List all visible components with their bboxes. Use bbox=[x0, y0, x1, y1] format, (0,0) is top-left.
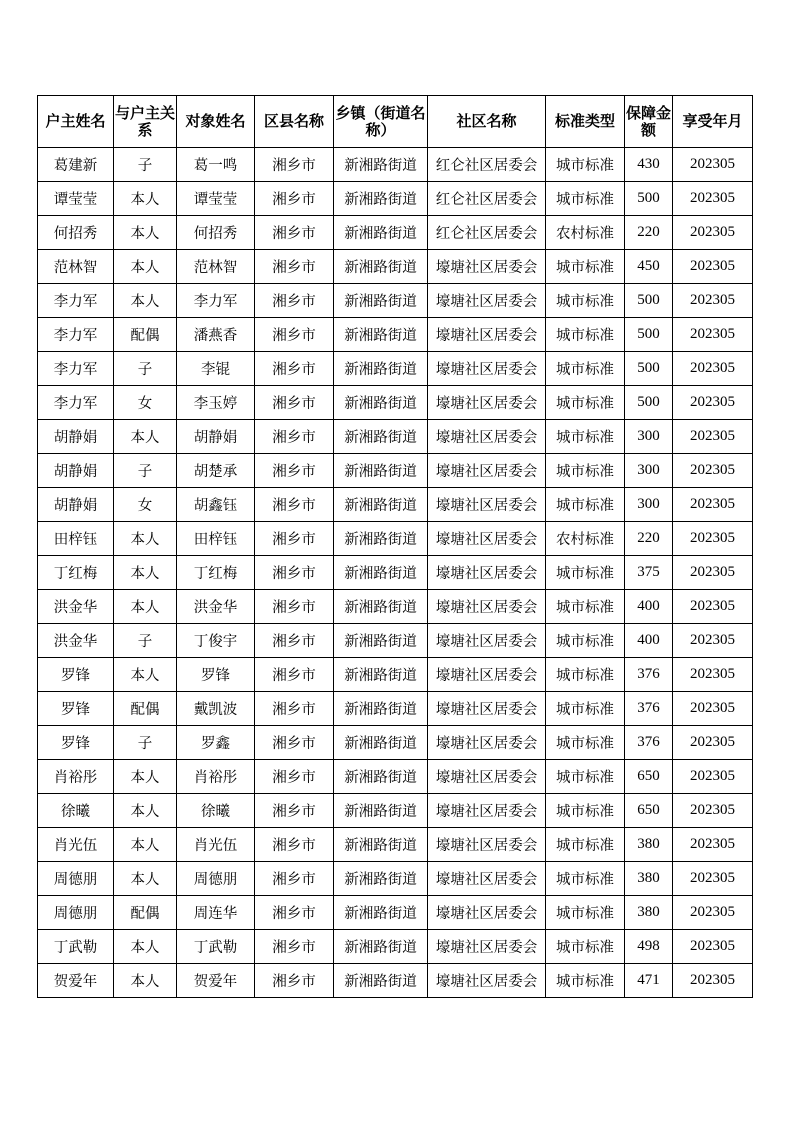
cell-recipient-name: 丁红梅 bbox=[177, 556, 255, 590]
cell-amount: 400 bbox=[625, 624, 673, 658]
cell-relation: 子 bbox=[114, 352, 177, 386]
cell-community: 壕塘社区居委会 bbox=[428, 658, 546, 692]
cell-town: 新湘路街道 bbox=[334, 828, 428, 862]
cell-period: 202305 bbox=[673, 862, 753, 896]
header-recipient-name: 对象姓名 bbox=[177, 96, 255, 148]
cell-recipient-name: 贺爱年 bbox=[177, 964, 255, 998]
cell-county: 湘乡市 bbox=[255, 896, 334, 930]
cell-relation: 本人 bbox=[114, 862, 177, 896]
cell-householder-name: 洪金华 bbox=[38, 590, 114, 624]
cell-relation: 配偶 bbox=[114, 692, 177, 726]
cell-relation: 本人 bbox=[114, 658, 177, 692]
cell-town: 新湘路街道 bbox=[334, 148, 428, 182]
cell-period: 202305 bbox=[673, 318, 753, 352]
cell-period: 202305 bbox=[673, 794, 753, 828]
cell-county: 湘乡市 bbox=[255, 692, 334, 726]
cell-period: 202305 bbox=[673, 760, 753, 794]
cell-amount: 471 bbox=[625, 964, 673, 998]
cell-standard-type: 城市标准 bbox=[546, 590, 625, 624]
cell-community: 红仑社区居委会 bbox=[428, 148, 546, 182]
cell-community: 壕塘社区居委会 bbox=[428, 522, 546, 556]
cell-relation: 本人 bbox=[114, 556, 177, 590]
cell-recipient-name: 丁俊宇 bbox=[177, 624, 255, 658]
cell-community: 壕塘社区居委会 bbox=[428, 794, 546, 828]
cell-standard-type: 城市标准 bbox=[546, 148, 625, 182]
cell-amount: 376 bbox=[625, 692, 673, 726]
cell-recipient-name: 徐曦 bbox=[177, 794, 255, 828]
table-row bbox=[38, 930, 753, 964]
table-row bbox=[38, 624, 753, 658]
header-row bbox=[38, 96, 753, 148]
cell-householder-name: 贺爱年 bbox=[38, 964, 114, 998]
assistance-table bbox=[37, 95, 753, 998]
cell-recipient-name: 肖裕彤 bbox=[177, 760, 255, 794]
cell-amount: 375 bbox=[625, 556, 673, 590]
cell-householder-name: 胡静娟 bbox=[38, 420, 114, 454]
cell-community: 红仑社区居委会 bbox=[428, 216, 546, 250]
header-community: 社区名称 bbox=[428, 96, 546, 148]
cell-county: 湘乡市 bbox=[255, 726, 334, 760]
cell-community: 壕塘社区居委会 bbox=[428, 726, 546, 760]
table-row bbox=[38, 318, 753, 352]
table-row bbox=[38, 522, 753, 556]
cell-householder-name: 田梓钰 bbox=[38, 522, 114, 556]
cell-householder-name: 谭莹莹 bbox=[38, 182, 114, 216]
cell-period: 202305 bbox=[673, 182, 753, 216]
cell-amount: 650 bbox=[625, 794, 673, 828]
cell-householder-name: 徐曦 bbox=[38, 794, 114, 828]
cell-relation: 本人 bbox=[114, 794, 177, 828]
table-row bbox=[38, 284, 753, 318]
cell-county: 湘乡市 bbox=[255, 284, 334, 318]
cell-amount: 380 bbox=[625, 828, 673, 862]
cell-amount: 376 bbox=[625, 726, 673, 760]
cell-householder-name: 胡静娟 bbox=[38, 488, 114, 522]
cell-recipient-name: 罗鑫 bbox=[177, 726, 255, 760]
table-row bbox=[38, 352, 753, 386]
cell-householder-name: 周德朋 bbox=[38, 896, 114, 930]
cell-town: 新湘路街道 bbox=[334, 216, 428, 250]
cell-town: 新湘路街道 bbox=[334, 862, 428, 896]
cell-county: 湘乡市 bbox=[255, 760, 334, 794]
cell-town: 新湘路街道 bbox=[334, 182, 428, 216]
cell-standard-type: 城市标准 bbox=[546, 862, 625, 896]
cell-relation: 本人 bbox=[114, 182, 177, 216]
cell-community: 壕塘社区居委会 bbox=[428, 828, 546, 862]
cell-standard-type: 城市标准 bbox=[546, 250, 625, 284]
cell-period: 202305 bbox=[673, 930, 753, 964]
cell-recipient-name: 丁武勒 bbox=[177, 930, 255, 964]
cell-town: 新湘路街道 bbox=[334, 318, 428, 352]
header-town: 乡镇（街道名称） bbox=[334, 96, 428, 148]
cell-county: 湘乡市 bbox=[255, 250, 334, 284]
cell-relation: 子 bbox=[114, 454, 177, 488]
cell-householder-name: 洪金华 bbox=[38, 624, 114, 658]
table-body bbox=[38, 148, 753, 998]
cell-period: 202305 bbox=[673, 284, 753, 318]
cell-town: 新湘路街道 bbox=[334, 556, 428, 590]
cell-standard-type: 农村标准 bbox=[546, 522, 625, 556]
cell-householder-name: 李力军 bbox=[38, 352, 114, 386]
header-amount: 保障金额 bbox=[625, 96, 673, 148]
cell-amount: 380 bbox=[625, 862, 673, 896]
cell-town: 新湘路街道 bbox=[334, 794, 428, 828]
cell-county: 湘乡市 bbox=[255, 454, 334, 488]
table-row bbox=[38, 386, 753, 420]
cell-recipient-name: 潘燕香 bbox=[177, 318, 255, 352]
cell-town: 新湘路街道 bbox=[334, 522, 428, 556]
cell-town: 新湘路街道 bbox=[334, 692, 428, 726]
cell-relation: 女 bbox=[114, 386, 177, 420]
cell-recipient-name: 李力军 bbox=[177, 284, 255, 318]
cell-relation: 子 bbox=[114, 624, 177, 658]
cell-community: 壕塘社区居委会 bbox=[428, 760, 546, 794]
cell-town: 新湘路街道 bbox=[334, 896, 428, 930]
cell-county: 湘乡市 bbox=[255, 658, 334, 692]
cell-standard-type: 城市标准 bbox=[546, 896, 625, 930]
cell-standard-type: 城市标准 bbox=[546, 930, 625, 964]
cell-county: 湘乡市 bbox=[255, 862, 334, 896]
cell-period: 202305 bbox=[673, 658, 753, 692]
cell-amount: 498 bbox=[625, 930, 673, 964]
cell-county: 湘乡市 bbox=[255, 148, 334, 182]
cell-county: 湘乡市 bbox=[255, 522, 334, 556]
cell-amount: 376 bbox=[625, 658, 673, 692]
cell-standard-type: 城市标准 bbox=[546, 726, 625, 760]
cell-householder-name: 葛建新 bbox=[38, 148, 114, 182]
cell-period: 202305 bbox=[673, 556, 753, 590]
cell-householder-name: 李力军 bbox=[38, 318, 114, 352]
cell-householder-name: 罗锋 bbox=[38, 726, 114, 760]
cell-relation: 本人 bbox=[114, 828, 177, 862]
cell-community: 红仑社区居委会 bbox=[428, 182, 546, 216]
cell-relation: 本人 bbox=[114, 216, 177, 250]
cell-town: 新湘路街道 bbox=[334, 658, 428, 692]
cell-recipient-name: 胡楚承 bbox=[177, 454, 255, 488]
header-standard-type: 标准类型 bbox=[546, 96, 625, 148]
cell-standard-type: 城市标准 bbox=[546, 692, 625, 726]
cell-period: 202305 bbox=[673, 692, 753, 726]
header-householder-name: 户主姓名 bbox=[38, 96, 114, 148]
cell-period: 202305 bbox=[673, 964, 753, 998]
cell-county: 湘乡市 bbox=[255, 964, 334, 998]
cell-amount: 650 bbox=[625, 760, 673, 794]
cell-recipient-name: 胡鑫钰 bbox=[177, 488, 255, 522]
cell-recipient-name: 李玉婷 bbox=[177, 386, 255, 420]
table-row bbox=[38, 148, 753, 182]
cell-county: 湘乡市 bbox=[255, 352, 334, 386]
cell-standard-type: 城市标准 bbox=[546, 454, 625, 488]
cell-period: 202305 bbox=[673, 454, 753, 488]
cell-standard-type: 农村标准 bbox=[546, 216, 625, 250]
document-page bbox=[37, 95, 753, 998]
cell-town: 新湘路街道 bbox=[334, 352, 428, 386]
cell-period: 202305 bbox=[673, 352, 753, 386]
cell-town: 新湘路街道 bbox=[334, 930, 428, 964]
cell-relation: 子 bbox=[114, 148, 177, 182]
cell-period: 202305 bbox=[673, 522, 753, 556]
cell-amount: 400 bbox=[625, 590, 673, 624]
cell-standard-type: 城市标准 bbox=[546, 284, 625, 318]
cell-amount: 450 bbox=[625, 250, 673, 284]
table-row bbox=[38, 692, 753, 726]
cell-relation: 本人 bbox=[114, 930, 177, 964]
cell-standard-type: 城市标准 bbox=[546, 556, 625, 590]
table-row bbox=[38, 794, 753, 828]
header-period: 享受年月 bbox=[673, 96, 753, 148]
cell-standard-type: 城市标准 bbox=[546, 658, 625, 692]
cell-community: 壕塘社区居委会 bbox=[428, 556, 546, 590]
cell-town: 新湘路街道 bbox=[334, 964, 428, 998]
cell-town: 新湘路街道 bbox=[334, 726, 428, 760]
table-row bbox=[38, 216, 753, 250]
cell-community: 壕塘社区居委会 bbox=[428, 454, 546, 488]
table-row bbox=[38, 556, 753, 590]
cell-period: 202305 bbox=[673, 726, 753, 760]
cell-amount: 500 bbox=[625, 284, 673, 318]
cell-community: 壕塘社区居委会 bbox=[428, 250, 546, 284]
cell-standard-type: 城市标准 bbox=[546, 386, 625, 420]
cell-relation: 女 bbox=[114, 488, 177, 522]
cell-amount: 430 bbox=[625, 148, 673, 182]
cell-standard-type: 城市标准 bbox=[546, 964, 625, 998]
cell-county: 湘乡市 bbox=[255, 794, 334, 828]
cell-recipient-name: 戴凯波 bbox=[177, 692, 255, 726]
cell-standard-type: 城市标准 bbox=[546, 420, 625, 454]
cell-community: 壕塘社区居委会 bbox=[428, 284, 546, 318]
cell-standard-type: 城市标准 bbox=[546, 624, 625, 658]
cell-town: 新湘路街道 bbox=[334, 760, 428, 794]
cell-period: 202305 bbox=[673, 590, 753, 624]
cell-householder-name: 丁武勒 bbox=[38, 930, 114, 964]
cell-county: 湘乡市 bbox=[255, 556, 334, 590]
cell-recipient-name: 肖光伍 bbox=[177, 828, 255, 862]
cell-town: 新湘路街道 bbox=[334, 386, 428, 420]
cell-amount: 500 bbox=[625, 182, 673, 216]
table-row bbox=[38, 590, 753, 624]
cell-householder-name: 肖光伍 bbox=[38, 828, 114, 862]
cell-community: 壕塘社区居委会 bbox=[428, 692, 546, 726]
cell-county: 湘乡市 bbox=[255, 488, 334, 522]
cell-town: 新湘路街道 bbox=[334, 488, 428, 522]
cell-period: 202305 bbox=[673, 148, 753, 182]
cell-relation: 本人 bbox=[114, 964, 177, 998]
cell-town: 新湘路街道 bbox=[334, 454, 428, 488]
cell-householder-name: 李力军 bbox=[38, 284, 114, 318]
cell-period: 202305 bbox=[673, 828, 753, 862]
table-row bbox=[38, 760, 753, 794]
cell-relation: 配偶 bbox=[114, 896, 177, 930]
cell-recipient-name: 罗锋 bbox=[177, 658, 255, 692]
cell-period: 202305 bbox=[673, 896, 753, 930]
cell-period: 202305 bbox=[673, 624, 753, 658]
cell-community: 壕塘社区居委会 bbox=[428, 420, 546, 454]
cell-community: 壕塘社区居委会 bbox=[428, 488, 546, 522]
table-row bbox=[38, 896, 753, 930]
cell-relation: 本人 bbox=[114, 420, 177, 454]
cell-period: 202305 bbox=[673, 420, 753, 454]
cell-recipient-name: 周连华 bbox=[177, 896, 255, 930]
cell-county: 湘乡市 bbox=[255, 930, 334, 964]
cell-community: 壕塘社区居委会 bbox=[428, 590, 546, 624]
cell-householder-name: 罗锋 bbox=[38, 658, 114, 692]
cell-period: 202305 bbox=[673, 386, 753, 420]
cell-community: 壕塘社区居委会 bbox=[428, 862, 546, 896]
cell-period: 202305 bbox=[673, 250, 753, 284]
cell-community: 壕塘社区居委会 bbox=[428, 930, 546, 964]
cell-amount: 500 bbox=[625, 318, 673, 352]
cell-standard-type: 城市标准 bbox=[546, 794, 625, 828]
cell-relation: 本人 bbox=[114, 522, 177, 556]
cell-recipient-name: 何招秀 bbox=[177, 216, 255, 250]
cell-householder-name: 周德朋 bbox=[38, 862, 114, 896]
cell-county: 湘乡市 bbox=[255, 318, 334, 352]
cell-recipient-name: 谭莹莹 bbox=[177, 182, 255, 216]
cell-community: 壕塘社区居委会 bbox=[428, 352, 546, 386]
cell-town: 新湘路街道 bbox=[334, 624, 428, 658]
cell-householder-name: 胡静娟 bbox=[38, 454, 114, 488]
cell-amount: 500 bbox=[625, 386, 673, 420]
table-row bbox=[38, 862, 753, 896]
cell-county: 湘乡市 bbox=[255, 590, 334, 624]
table-row bbox=[38, 726, 753, 760]
cell-town: 新湘路街道 bbox=[334, 284, 428, 318]
cell-recipient-name: 范林智 bbox=[177, 250, 255, 284]
cell-householder-name: 何招秀 bbox=[38, 216, 114, 250]
table-row bbox=[38, 488, 753, 522]
cell-standard-type: 城市标准 bbox=[546, 352, 625, 386]
cell-standard-type: 城市标准 bbox=[546, 828, 625, 862]
cell-amount: 500 bbox=[625, 352, 673, 386]
cell-town: 新湘路街道 bbox=[334, 590, 428, 624]
cell-county: 湘乡市 bbox=[255, 182, 334, 216]
cell-county: 湘乡市 bbox=[255, 386, 334, 420]
cell-recipient-name: 周德朋 bbox=[177, 862, 255, 896]
cell-standard-type: 城市标准 bbox=[546, 760, 625, 794]
cell-county: 湘乡市 bbox=[255, 216, 334, 250]
cell-community: 壕塘社区居委会 bbox=[428, 624, 546, 658]
cell-recipient-name: 田梓钰 bbox=[177, 522, 255, 556]
cell-county: 湘乡市 bbox=[255, 624, 334, 658]
table-row bbox=[38, 454, 753, 488]
cell-amount: 380 bbox=[625, 896, 673, 930]
cell-town: 新湘路街道 bbox=[334, 250, 428, 284]
cell-county: 湘乡市 bbox=[255, 420, 334, 454]
cell-standard-type: 城市标准 bbox=[546, 182, 625, 216]
table-row bbox=[38, 182, 753, 216]
cell-householder-name: 肖裕彤 bbox=[38, 760, 114, 794]
cell-community: 壕塘社区居委会 bbox=[428, 318, 546, 352]
table-row bbox=[38, 964, 753, 998]
cell-relation: 本人 bbox=[114, 250, 177, 284]
cell-householder-name: 李力军 bbox=[38, 386, 114, 420]
cell-householder-name: 罗锋 bbox=[38, 692, 114, 726]
cell-community: 壕塘社区居委会 bbox=[428, 896, 546, 930]
cell-amount: 300 bbox=[625, 488, 673, 522]
cell-recipient-name: 李锟 bbox=[177, 352, 255, 386]
table-row bbox=[38, 250, 753, 284]
cell-amount: 220 bbox=[625, 216, 673, 250]
cell-recipient-name: 胡静娟 bbox=[177, 420, 255, 454]
cell-period: 202305 bbox=[673, 216, 753, 250]
header-county: 区县名称 bbox=[255, 96, 334, 148]
cell-period: 202305 bbox=[673, 488, 753, 522]
cell-community: 壕塘社区居委会 bbox=[428, 386, 546, 420]
cell-relation: 配偶 bbox=[114, 318, 177, 352]
cell-amount: 220 bbox=[625, 522, 673, 556]
cell-relation: 子 bbox=[114, 726, 177, 760]
cell-householder-name: 丁红梅 bbox=[38, 556, 114, 590]
cell-community: 壕塘社区居委会 bbox=[428, 964, 546, 998]
cell-town: 新湘路街道 bbox=[334, 420, 428, 454]
cell-relation: 本人 bbox=[114, 760, 177, 794]
cell-county: 湘乡市 bbox=[255, 828, 334, 862]
table-row bbox=[38, 828, 753, 862]
cell-relation: 本人 bbox=[114, 284, 177, 318]
cell-householder-name: 范林智 bbox=[38, 250, 114, 284]
cell-standard-type: 城市标准 bbox=[546, 318, 625, 352]
cell-amount: 300 bbox=[625, 454, 673, 488]
header-relation: 与户主关系 bbox=[114, 96, 177, 148]
cell-amount: 300 bbox=[625, 420, 673, 454]
cell-standard-type: 城市标准 bbox=[546, 488, 625, 522]
cell-recipient-name: 葛一鸣 bbox=[177, 148, 255, 182]
cell-recipient-name: 洪金华 bbox=[177, 590, 255, 624]
table-row bbox=[38, 420, 753, 454]
cell-relation: 本人 bbox=[114, 590, 177, 624]
table-row bbox=[38, 658, 753, 692]
